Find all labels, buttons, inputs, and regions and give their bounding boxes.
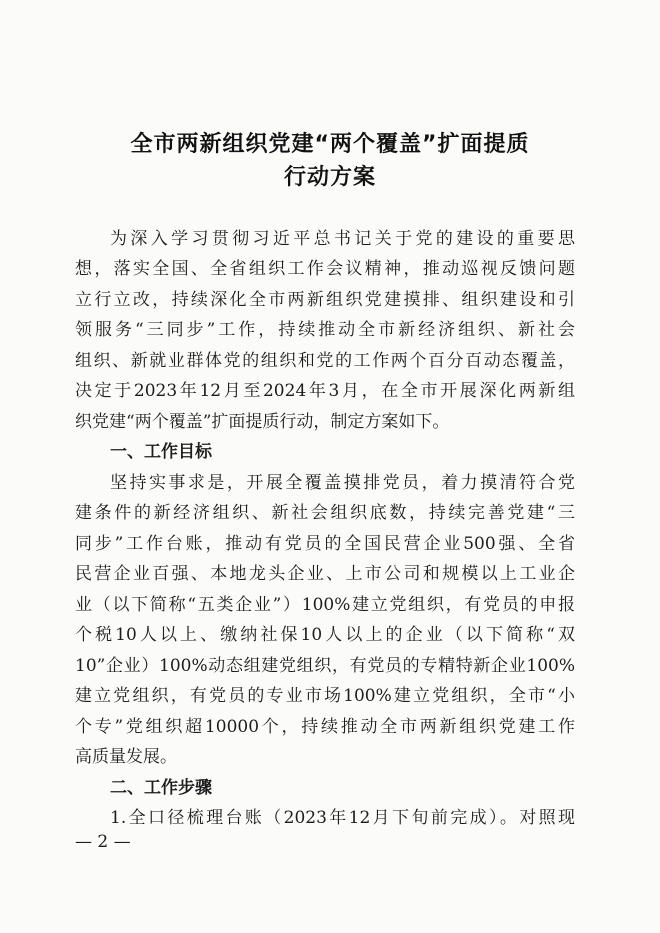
paragraph-line: 10”企业）100%动态组建党组织，有党员的专精特新企业100% <box>75 656 575 676</box>
section-heading-goals: 一、工作目标 <box>110 442 212 462</box>
paragraph-line: 高质量发展。 <box>75 747 177 767</box>
paragraph-line: 坚持实事求是，开展全覆盖摸排党员，着力摸清符合党 <box>110 473 575 493</box>
paragraph-line: 业（以下简称“五类企业”）100%建立党组织，有党员的申报 <box>75 595 575 615</box>
paragraph-line: 建立党组织，有党员的专业市场100%建立党组织，全市“小 <box>75 686 575 706</box>
paragraph-line: 决定于2023年12月至2024年3月，在全市开展深化两新组 <box>75 381 575 401</box>
paragraph-line: 民营企业百强、本地龙头企业、上市公司和规模以上工业企 <box>75 564 575 584</box>
paragraph-line: 立行立改，持续深化全市两新组织党建摸排、组织建设和引 <box>75 290 575 310</box>
paragraph-line: 1.全口径梳理台账（2023年12月下旬前完成）。对照现 <box>110 808 575 828</box>
paragraph-line: 想，落实全国、全省组织工作会议精神，推动巡视反馈问题 <box>75 259 575 279</box>
paragraph-line: 组织、新就业群体党的组织和党的工作两个百分百动态覆盖， <box>75 351 575 371</box>
paragraph-line: 领服务“三同步”工作，持续推动全市新经济组织、新社会 <box>75 320 575 340</box>
paragraph-line: 个税10人以上、缴纳社保10人以上的企业（以下简称“双 <box>75 625 575 645</box>
page-number: — 2 — <box>75 832 131 852</box>
paragraph-line: 织党建“两个覆盖”扩面提质行动，制定方案如下。 <box>75 412 450 432</box>
document-title-line2: 行动方案 <box>283 165 376 190</box>
paragraph-line: 建条件的新经济组织、新社会组织底数，持续完善党建“三 <box>75 503 575 523</box>
document-title-line1: 全市两新组织党建“两个覆盖”扩面提质 <box>130 132 530 157</box>
paragraph-line: 同步”工作台账，推动有党员的全国民营企业500强、全省 <box>75 534 575 554</box>
paragraph-line: 为深入学习贯彻习近平总书记关于党的建设的重要思 <box>110 229 575 249</box>
section-heading-steps: 二、工作步骤 <box>110 778 212 798</box>
paragraph-line: 个专”党组织超10000个，持续推动全市两新组织党建工作 <box>75 717 575 737</box>
